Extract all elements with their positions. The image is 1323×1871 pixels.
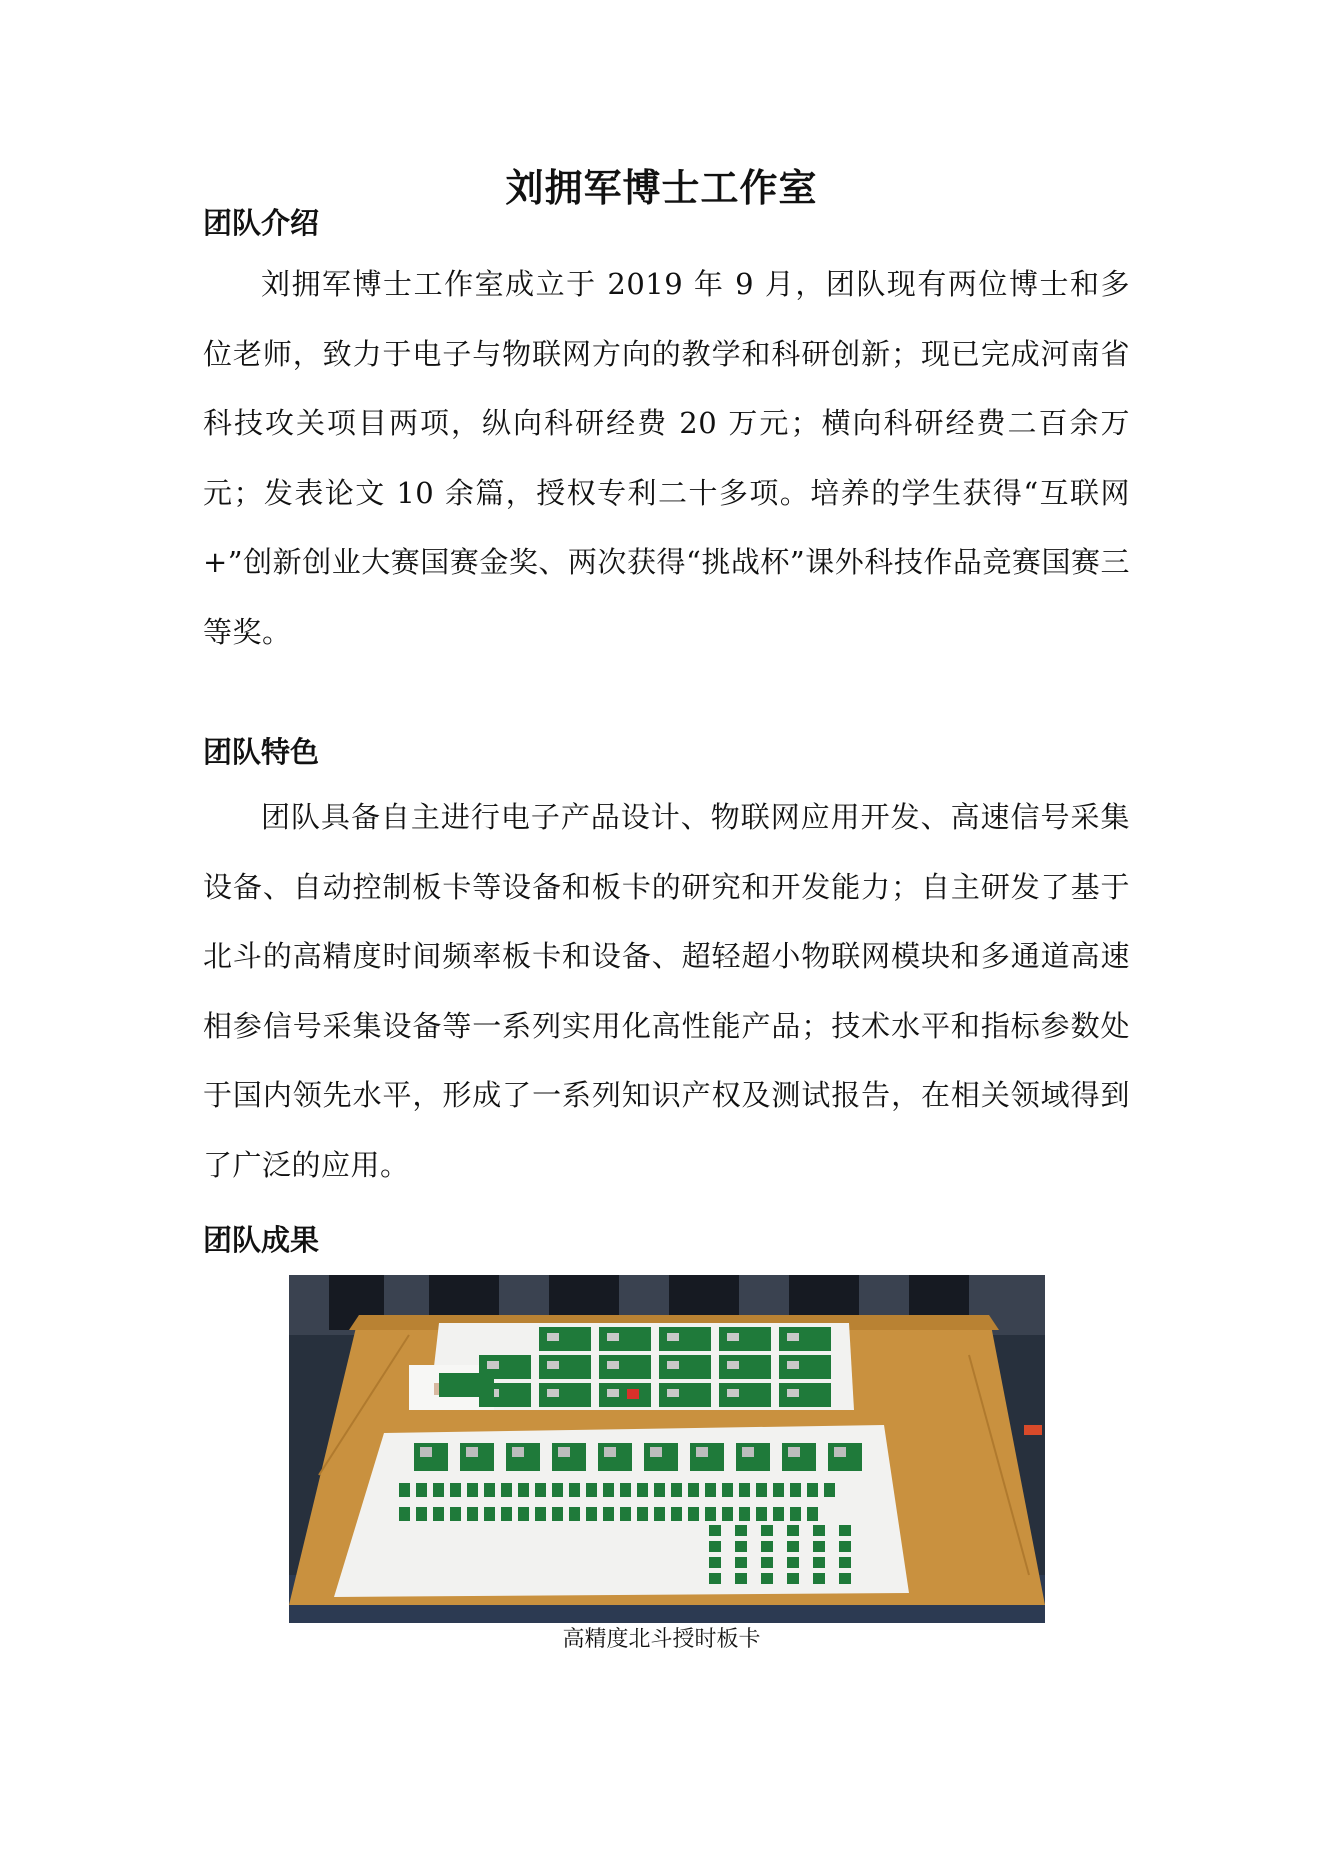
tiny-module: [761, 1541, 773, 1552]
circuit-board: [599, 1383, 651, 1407]
tiny-module: [839, 1525, 851, 1536]
circuit-board: [439, 1373, 494, 1397]
small-module: [535, 1507, 546, 1521]
circuit-board: [779, 1383, 831, 1407]
small-module: [501, 1507, 512, 1521]
board-chip: [787, 1361, 799, 1369]
paragraph-team-intro: 刘拥军博士工作室成立于 2019 年 9 月，团队现有两位博士和多位老师，致力于电子与物联网方向的教学和科研创新；现已完成河南省科技攻关项目两项，纵向科研经费 20 万元；横向科研经费二百余万元；发表论文 10 余篇，授权专利二十多项。培养的学生获得“互联网+”创新创业大赛国赛金奖、两次获得“挑战杯”课外科技作品竞赛国赛三等奖。: [203, 267, 1130, 649]
tiny-module: [709, 1541, 721, 1552]
figure-caption: 高精度北斗授时板卡: [562, 1627, 761, 1652]
board-chip: [547, 1389, 559, 1397]
board-chip: [512, 1447, 524, 1457]
tiny-module: [839, 1557, 851, 1568]
small-module: [603, 1483, 614, 1497]
tiny-module: [735, 1557, 747, 1568]
small-module: [484, 1507, 495, 1521]
board-chip: [466, 1447, 478, 1457]
board-chip: [607, 1389, 619, 1397]
section-heading-team-features: 团队特色: [203, 735, 320, 769]
tiny-module: [761, 1525, 773, 1536]
paragraph-team-features: 团队具备自主进行电子产品设计、物联网应用开发、高速信号采集设备、自动控制板卡等设备和板卡的研究和开发能力；自主研发了基于北斗的高精度时间频率板卡和设备、超轻超小物联网模块和多通道高速相参信号采集设备等一系列实用化高性能产品；技术水平和指标参数处于国内领先水平，形成了一系列知识产权及测试报告，在相关领域得到了广泛的应用。: [203, 800, 1130, 1182]
board-chip: [487, 1361, 499, 1369]
board-chip: [547, 1333, 559, 1341]
board-chip: [420, 1447, 432, 1457]
board-chip: [558, 1447, 570, 1457]
small-module: [586, 1483, 597, 1497]
small-module: [688, 1483, 699, 1497]
circuit-board: [539, 1383, 591, 1407]
small-module: [433, 1507, 444, 1521]
small-module: [739, 1507, 750, 1521]
small-module: [773, 1483, 784, 1497]
small-module: [467, 1507, 478, 1521]
small-module: [552, 1507, 563, 1521]
board-chip: [727, 1361, 739, 1369]
small-module: [433, 1483, 444, 1497]
tiny-module: [787, 1525, 799, 1536]
board-chip: [787, 1333, 799, 1341]
tiny-module: [813, 1525, 825, 1536]
small-module: [739, 1483, 750, 1497]
photo-illustration: [289, 1275, 1045, 1623]
tiny-module: [709, 1525, 721, 1536]
small-module: [399, 1483, 410, 1497]
tiny-module: [761, 1557, 773, 1568]
board-chip: [607, 1361, 619, 1369]
small-module: [671, 1507, 682, 1521]
small-module: [450, 1483, 461, 1497]
circuit-board: [779, 1327, 831, 1351]
small-module: [807, 1507, 818, 1521]
small-module: [450, 1507, 461, 1521]
circuit-board: [599, 1327, 651, 1351]
small-module: [484, 1483, 495, 1497]
tiny-module: [787, 1573, 799, 1584]
small-module: [807, 1483, 818, 1497]
small-module: [756, 1507, 767, 1521]
tiny-module: [735, 1525, 747, 1536]
small-module: [705, 1483, 716, 1497]
small-module: [637, 1483, 648, 1497]
tiny-module: [761, 1573, 773, 1584]
document-title: 刘拥军博士工作室: [505, 165, 818, 210]
circuit-board: [719, 1327, 771, 1351]
small-module: [790, 1507, 801, 1521]
board-chip: [650, 1447, 662, 1457]
board-chip: [742, 1447, 754, 1457]
small-module: [824, 1483, 835, 1497]
circuit-board: [539, 1327, 591, 1351]
small-module: [552, 1483, 563, 1497]
small-module: [620, 1507, 631, 1521]
tiny-module: [839, 1573, 851, 1584]
small-module: [790, 1483, 801, 1497]
tiny-module: [787, 1557, 799, 1568]
tiny-module: [709, 1573, 721, 1584]
board-red-component: [627, 1389, 639, 1399]
circuit-board: [659, 1383, 711, 1407]
small-module: [671, 1483, 682, 1497]
board-chip: [696, 1447, 708, 1457]
small-module: [501, 1483, 512, 1497]
board-chip: [834, 1447, 846, 1457]
board-chip: [607, 1333, 619, 1341]
small-module: [773, 1507, 784, 1521]
small-module: [756, 1483, 767, 1497]
board-chip: [667, 1361, 679, 1369]
small-module: [637, 1507, 648, 1521]
small-module: [654, 1483, 665, 1497]
board-chip: [547, 1361, 559, 1369]
section-heading-team-results: 团队成果: [203, 1223, 320, 1257]
small-module: [569, 1507, 580, 1521]
board-chip: [788, 1447, 800, 1457]
tiny-module: [813, 1557, 825, 1568]
board-chip: [604, 1447, 616, 1457]
small-module: [399, 1507, 410, 1521]
small-module: [722, 1507, 733, 1521]
tiny-module: [813, 1541, 825, 1552]
circuit-board: [659, 1327, 711, 1351]
circuit-board: [599, 1355, 651, 1379]
board-chip: [787, 1389, 799, 1397]
small-module: [722, 1483, 733, 1497]
small-module: [688, 1507, 699, 1521]
section-heading-team-intro: 团队介绍: [203, 206, 320, 240]
circuit-board: [719, 1383, 771, 1407]
tiny-module: [709, 1557, 721, 1568]
small-module: [416, 1483, 427, 1497]
circuit-boards-photo: [289, 1275, 1045, 1623]
board-chip: [667, 1333, 679, 1341]
tiny-module: [839, 1541, 851, 1552]
small-module: [467, 1483, 478, 1497]
small-module: [518, 1507, 529, 1521]
small-module: [518, 1483, 529, 1497]
tiny-module: [735, 1573, 747, 1584]
board-chip: [667, 1389, 679, 1397]
small-module: [654, 1507, 665, 1521]
circuit-board: [779, 1355, 831, 1379]
small-module: [416, 1507, 427, 1521]
circuit-board: [659, 1355, 711, 1379]
circuit-board: [719, 1355, 771, 1379]
small-module: [705, 1507, 716, 1521]
small-module: [586, 1507, 597, 1521]
small-module: [569, 1483, 580, 1497]
board-chip: [727, 1389, 739, 1397]
small-module: [620, 1483, 631, 1497]
board-chip: [727, 1333, 739, 1341]
small-module: [535, 1483, 546, 1497]
tiny-module: [735, 1541, 747, 1552]
tiny-module: [787, 1541, 799, 1552]
circuit-board: [539, 1355, 591, 1379]
tiny-module: [813, 1573, 825, 1584]
small-module: [603, 1507, 614, 1521]
